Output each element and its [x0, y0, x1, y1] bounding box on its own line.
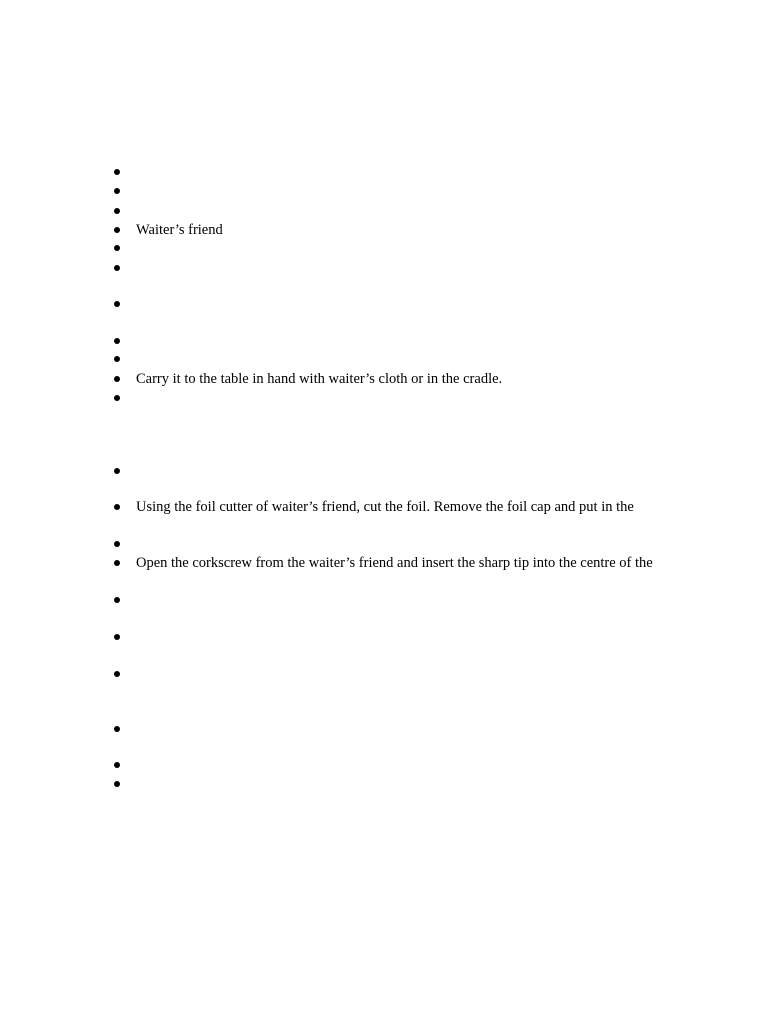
list-item — [0, 497, 768, 517]
bullet-icon — [114, 169, 120, 175]
list-item — [0, 534, 768, 554]
list-item — [0, 774, 768, 794]
list-item — [0, 388, 768, 408]
bullet-icon — [114, 245, 120, 251]
bullet-icon — [114, 395, 120, 401]
bullet-icon — [114, 726, 120, 732]
list-item — [0, 181, 768, 201]
bullet-icon — [114, 762, 120, 768]
list-item — [0, 258, 768, 278]
bullet-icon — [114, 356, 120, 362]
list-item — [0, 553, 768, 573]
bullet-icon — [114, 634, 120, 640]
bullet-icon — [114, 227, 120, 233]
bullet-icon — [114, 504, 120, 510]
list-item — [0, 238, 768, 258]
list-item — [0, 461, 768, 481]
list-item — [0, 349, 768, 369]
bullet-icon — [114, 560, 120, 566]
list-item — [0, 201, 768, 221]
bullet-icon — [114, 188, 120, 194]
list-item — [0, 220, 768, 240]
list-item-text: Using the foil cutter of waiter’s friend, cut the foil. Remove the foil cap and put in the — [136, 499, 634, 515]
list-item — [0, 294, 768, 314]
list-item — [0, 590, 768, 610]
list-item — [0, 719, 768, 739]
bullet-icon — [114, 208, 120, 214]
list-item — [0, 331, 768, 351]
bullet-icon — [114, 541, 120, 547]
list-item — [0, 755, 768, 775]
bullet-icon — [114, 468, 120, 474]
list-item — [0, 162, 768, 182]
bullet-icon — [114, 671, 120, 677]
bullet-icon — [114, 265, 120, 271]
list-item — [0, 369, 768, 389]
list-item — [0, 664, 768, 684]
list-item-text: Open the corkscrew from the waiter’s friend and insert the sharp tip into the centre of the — [136, 555, 653, 571]
bullet-icon — [114, 301, 120, 307]
bullet-icon — [114, 338, 120, 344]
bullet-icon — [114, 597, 120, 603]
list-item — [0, 627, 768, 647]
bullet-icon — [114, 376, 120, 382]
list-item-text: Carry it to the table in hand with waiter’s cloth or in the cradle. — [136, 371, 503, 387]
bullet-icon — [114, 781, 120, 787]
list-item-text: Waiter’s friend — [136, 222, 223, 238]
